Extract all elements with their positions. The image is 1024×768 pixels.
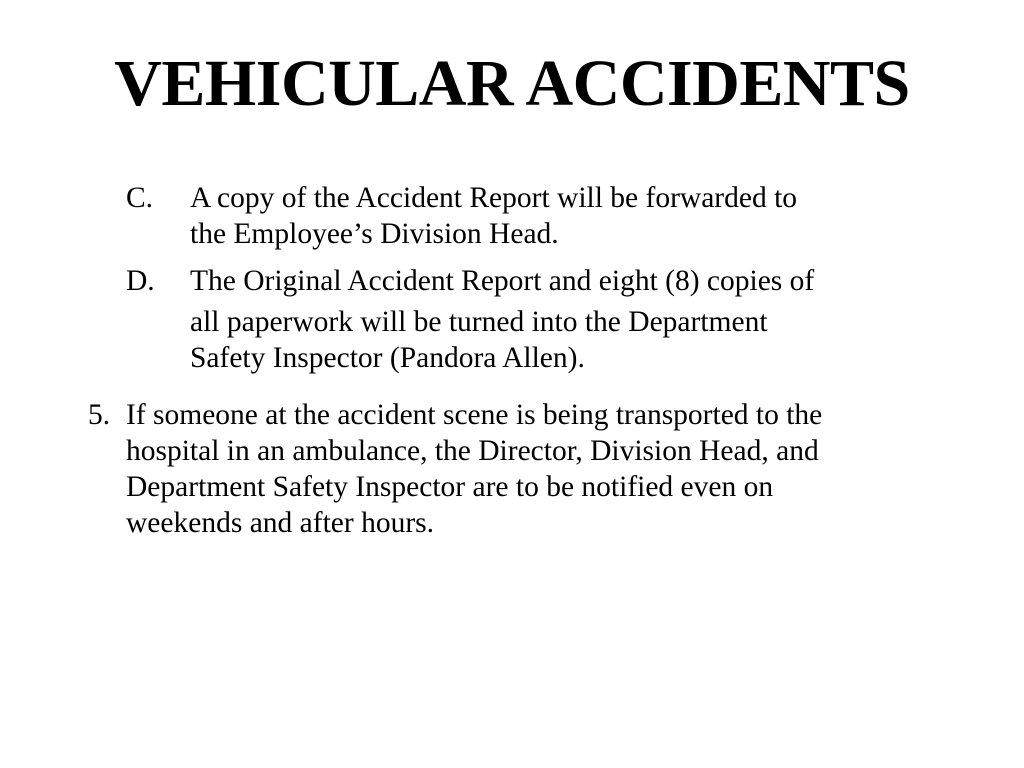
slide-title: VEHICULAR ACCIDENTS (114, 47, 910, 120)
list-item-c-line-1: A copy of the Accident Report will be forwarded to (190, 182, 798, 214)
list-item-d-line-1: The Original Accident Report and eight (8) copies of (190, 265, 815, 297)
list-item-d (126, 263, 946, 376)
list-item-d-line-2: all paperwork will be turned into the Department (190, 306, 768, 338)
list-marker-c: C. (126, 182, 154, 214)
list-item-5-line-1: If someone at the accident scene is being transported to the (126, 399, 823, 431)
list-marker-5: 5. (88, 399, 111, 431)
list-item-5-line-3: Department Safety Inspector are to be notified even on (126, 471, 774, 503)
list-item-5-line-4: weekends and after hours. (126, 507, 434, 539)
list-marker-d: D. (126, 265, 155, 297)
list-item-c (126, 180, 946, 252)
list-item-d-line-3: Safety Inspector (Pandora Allen). (190, 342, 585, 374)
list-item-c-line-2: the Employee’s Division Head. (190, 218, 559, 250)
list-item-5 (88, 397, 988, 541)
list-item-5-line-2: hospital in an ambulance, the Director, Division Head, and (126, 435, 819, 467)
